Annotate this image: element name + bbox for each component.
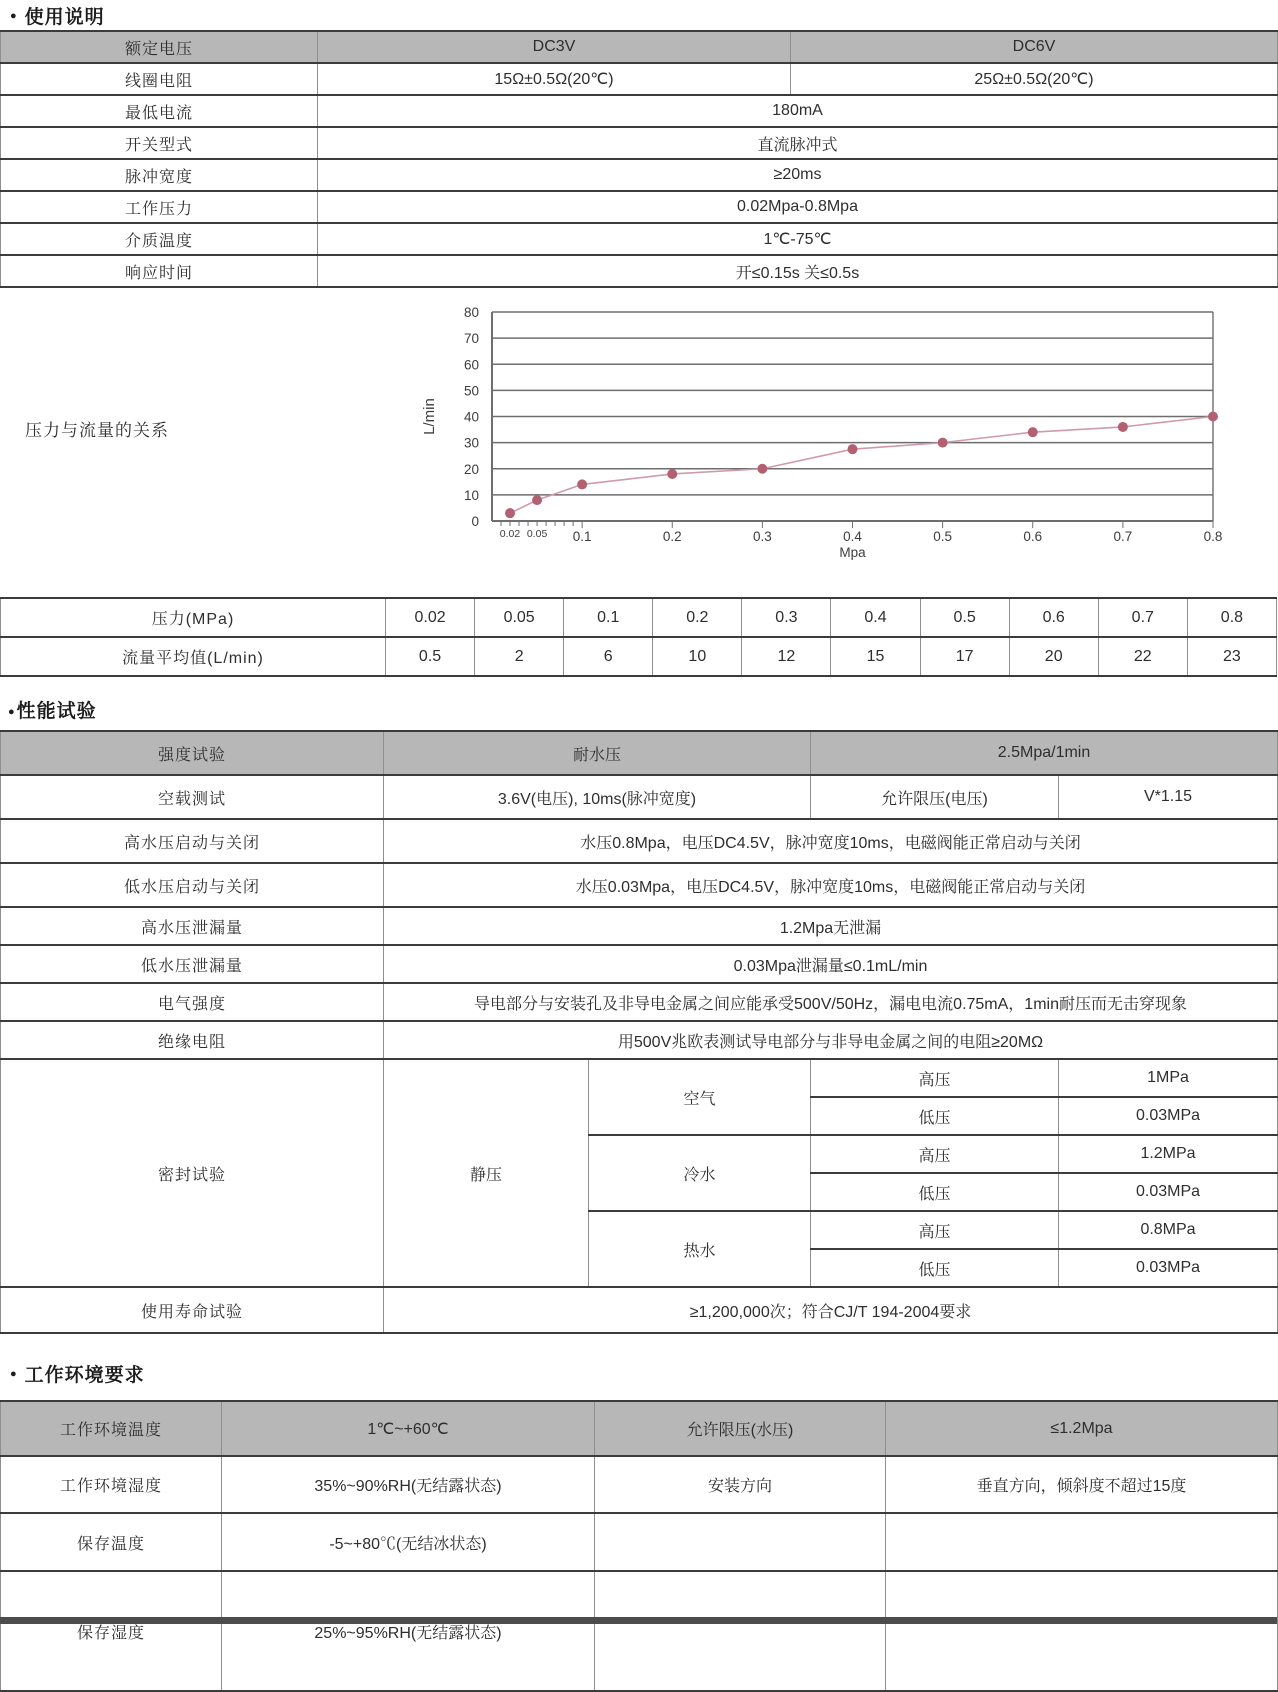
y-tick-label: 80	[463, 305, 479, 320]
env-value	[595, 1571, 886, 1691]
data-point	[532, 495, 542, 505]
x-tick-label: 0.02	[499, 528, 521, 540]
spec-value-dc6v: DC6V	[791, 31, 1278, 63]
spec-table	[0, 30, 1278, 288]
strength-value: 2.5Mpa/1min	[811, 731, 1278, 775]
spec-value: 0.02Mpa-0.8Mpa	[318, 191, 1278, 223]
flow-table	[0, 597, 1277, 677]
data-point	[757, 464, 767, 474]
flow-value: 0.5	[386, 637, 475, 676]
table-row	[1, 1287, 1278, 1333]
y-tick-label: 30	[463, 435, 479, 451]
seal-level-value: 0.8MPa	[1059, 1211, 1278, 1249]
pressure-value: 0.6	[1009, 598, 1098, 637]
env-value: -5~+80℃(无结冰状态)	[222, 1513, 595, 1571]
flow-value: 22	[1098, 637, 1187, 676]
x-tick-label: 0.1	[572, 529, 592, 544]
perf-row-label: 低水压启动与关闭	[1, 863, 384, 907]
table-row	[1, 863, 1278, 907]
flow-row-label: 流量平均值(L/min)	[1, 637, 386, 676]
x-tick-label: 0.8	[1203, 529, 1223, 544]
data-point	[1028, 427, 1038, 437]
y-tick-label: 20	[463, 461, 479, 477]
flow-value: 23	[1187, 637, 1276, 676]
pressure-value: 0.3	[742, 598, 831, 637]
env-value	[886, 1571, 1278, 1691]
spec-value: 15Ω±0.5Ω(20℃)	[318, 63, 791, 95]
seal-level-value: 0.03MPa	[1059, 1249, 1278, 1287]
env-row-label: 保存湿度	[1, 1571, 222, 1691]
perf-row-value: 水压0.03Mpa，电压DC4.5V，脉冲宽度10ms，电磁阀能正常启动与关闭	[384, 863, 1278, 907]
seal-level-label: 高压	[811, 1059, 1059, 1097]
perf-row-value: 0.03Mpa泄漏量≤0.1mL/min	[384, 945, 1278, 983]
y-tick-label: 40	[463, 409, 479, 425]
table-row	[1, 731, 1278, 775]
env-value	[595, 1513, 886, 1571]
spec-value: 25Ω±0.5Ω(20℃)	[791, 63, 1278, 95]
seal-level-label: 低压	[811, 1097, 1059, 1135]
table-row	[1, 819, 1278, 863]
table-row	[1, 945, 1278, 983]
pressure-value: 0.02	[386, 598, 475, 637]
section-title-environment	[10, 1360, 145, 1387]
table-row	[1, 1456, 1278, 1513]
seal-level-value: 1MPa	[1059, 1059, 1278, 1097]
flow-value: 12	[742, 637, 831, 676]
table-row	[1, 95, 1278, 127]
seal-medium: 冷水	[589, 1135, 811, 1211]
perf-row-label: 高水压泄漏量	[1, 907, 384, 945]
pressure-value: 0.1	[564, 598, 653, 637]
table-row	[1, 1401, 1278, 1456]
table-row	[1, 1059, 1278, 1097]
perf-row-value: 用500V兆欧表测试导电部分与非导电金属之间的电阻≥20MΩ	[384, 1021, 1278, 1059]
perf-row-value: 水压0.8Mpa，电压DC4.5V，脉冲宽度10ms，电磁阀能正常启动与关闭	[384, 819, 1278, 863]
spec-row-label: 响应时间	[1, 255, 318, 287]
strength-method: 耐水压	[384, 731, 811, 775]
no-load-limit-value: V*1.15	[1059, 775, 1278, 819]
data-point	[1118, 422, 1128, 432]
spec-row-label: 工作压力	[1, 191, 318, 223]
y-tick-label: 0	[471, 514, 479, 529]
y-tick-label: 60	[463, 357, 479, 373]
seal-level-label: 低压	[811, 1173, 1059, 1211]
section-title-usage-text: 使用说明	[24, 7, 105, 28]
spec-row-label: 脉冲宽度	[1, 159, 318, 191]
table-row	[1, 31, 1278, 63]
env-row-label: 安装方向	[595, 1456, 886, 1513]
spec-row-label: 线圈电阻	[1, 63, 318, 95]
data-point	[577, 479, 587, 489]
environment-table	[0, 1400, 1278, 1692]
flow-value: 6	[564, 637, 653, 676]
pressure-value: 0.2	[653, 598, 742, 637]
pressure-value: 0.7	[1098, 598, 1187, 637]
x-tick-label: 0.5	[933, 529, 953, 544]
bullet-icon: ●	[10, 1368, 18, 1380]
y-axis-label: L/min	[421, 398, 438, 435]
flow-value: 15	[831, 637, 920, 676]
perf-row-label: 电气强度	[1, 983, 384, 1021]
x-tick-label: 0.6	[1023, 529, 1043, 544]
y-tick-label: 10	[463, 487, 479, 503]
spec-value-dc3v: DC3V	[318, 31, 791, 63]
seal-medium: 空气	[589, 1059, 811, 1135]
spec-row-label: 额定电压	[1, 31, 318, 63]
x-tick-label: 0.05	[526, 528, 548, 540]
x-tick-label: 0.3	[752, 529, 772, 544]
pressure-flow-chart	[0, 295, 1277, 575]
pressure-value: 0.8	[1187, 598, 1276, 637]
data-point	[667, 469, 677, 479]
data-point	[1208, 412, 1218, 422]
y-tick-label: 70	[463, 331, 479, 347]
seal-level-label: 低压	[811, 1249, 1059, 1287]
chart-title: 压力与流量的关系	[25, 421, 169, 440]
table-row	[1, 159, 1278, 191]
section-title-performance	[8, 696, 97, 723]
table-row	[1, 1571, 1278, 1691]
no-load-condition: 3.6V(电压), 10ms(脉冲宽度)	[384, 775, 811, 819]
seal-level-label: 高压	[811, 1135, 1059, 1173]
x-tick-label: 0.7	[1113, 529, 1133, 544]
x-axis-label: Mpa	[839, 545, 866, 560]
table-row	[1, 63, 1278, 95]
table-row	[1, 223, 1278, 255]
spec-value: 1℃-75℃	[318, 223, 1278, 255]
env-row-label: 工作环境温度	[1, 1401, 222, 1456]
seal-level-value: 0.03MPa	[1059, 1097, 1278, 1135]
table-row	[1, 598, 1277, 637]
flow-value: 2	[475, 637, 564, 676]
perf-row-label: 强度试验	[1, 731, 384, 775]
performance-table	[0, 730, 1278, 1334]
env-value: 35%~90%RH(无结露状态)	[222, 1456, 595, 1513]
perf-row-label: 高水压启动与关闭	[1, 819, 384, 863]
pressure-value: 0.5	[920, 598, 1009, 637]
seal-mode: 静压	[384, 1059, 589, 1287]
seal-level-value: 0.03MPa	[1059, 1173, 1278, 1211]
env-value: 1℃~+60℃	[222, 1401, 595, 1456]
x-tick-label: 0.4	[843, 529, 862, 544]
bullet-icon: ●	[8, 706, 16, 718]
pressure-value: 0.05	[475, 598, 564, 637]
env-row-label: 工作环境湿度	[1, 1456, 222, 1513]
flow-line	[510, 417, 1213, 514]
data-point	[505, 508, 515, 518]
env-row-label: 保存温度	[1, 1513, 222, 1571]
spec-row-label: 开关型式	[1, 127, 318, 159]
spec-value: 180mA	[318, 95, 1278, 127]
seal-level-value: 1.2MPa	[1059, 1135, 1278, 1173]
spec-value: 直流脉冲式	[318, 127, 1278, 159]
clipped-next-section-bar	[0, 1617, 1277, 1624]
seal-level-label: 高压	[811, 1211, 1059, 1249]
table-row	[1, 1021, 1278, 1059]
perf-row-value: 导电部分与安装孔及非导电金属之间应能承受500V/50Hz，漏电电流0.75mA，1min耐压而无击穿现象	[384, 983, 1278, 1021]
table-row	[1, 255, 1278, 287]
x-tick-label: 0.2	[662, 529, 682, 544]
flow-row-label: 压力(MPa)	[1, 598, 386, 637]
pressure-value: 0.4	[831, 598, 920, 637]
no-load-limit-label: 允许限压(电压)	[811, 775, 1059, 819]
perf-row-label: 绝缘电阻	[1, 1021, 384, 1059]
table-row	[1, 191, 1278, 223]
perf-row-label: 低水压泄漏量	[1, 945, 384, 983]
table-row	[1, 637, 1277, 676]
env-value: 25%~95%RH(无结露状态)	[222, 1571, 595, 1691]
spec-row-label: 最低电流	[1, 95, 318, 127]
table-row	[1, 127, 1278, 159]
seal-test-label: 密封试验	[1, 1059, 384, 1287]
perf-row-value: ≥1,200,000次；符合CJ/T 194-2004要求	[384, 1287, 1278, 1333]
perf-row-label: 空载测试	[1, 775, 384, 819]
section-title-environment-text: 工作环境要求	[24, 1365, 145, 1386]
env-value: ≤1.2Mpa	[886, 1401, 1278, 1456]
env-value	[886, 1513, 1278, 1571]
section-title-performance-text: 性能试验	[16, 701, 97, 722]
data-point	[848, 444, 858, 454]
y-tick-label: 50	[463, 383, 479, 399]
spec-value: ≥20ms	[318, 159, 1278, 191]
table-row	[1, 1513, 1278, 1571]
table-row	[1, 775, 1278, 819]
data-point	[938, 438, 948, 448]
spec-row-label: 介质温度	[1, 223, 318, 255]
table-row	[1, 907, 1278, 945]
perf-row-value: 1.2Mpa无泄漏	[384, 907, 1278, 945]
seal-medium: 热水	[589, 1211, 811, 1287]
perf-row-label: 使用寿命试验	[1, 1287, 384, 1333]
section-title-usage	[10, 2, 105, 29]
flow-value: 20	[1009, 637, 1098, 676]
table-row	[1, 983, 1278, 1021]
flow-value: 17	[920, 637, 1009, 676]
flow-value: 10	[653, 637, 742, 676]
env-value: 垂直方向，倾斜度不超过15度	[886, 1456, 1278, 1513]
bullet-icon: ●	[10, 10, 18, 22]
env-row-label: 允许限压(水压)	[595, 1401, 886, 1456]
spec-value: 开≤0.15s 关≤0.5s	[318, 255, 1278, 287]
